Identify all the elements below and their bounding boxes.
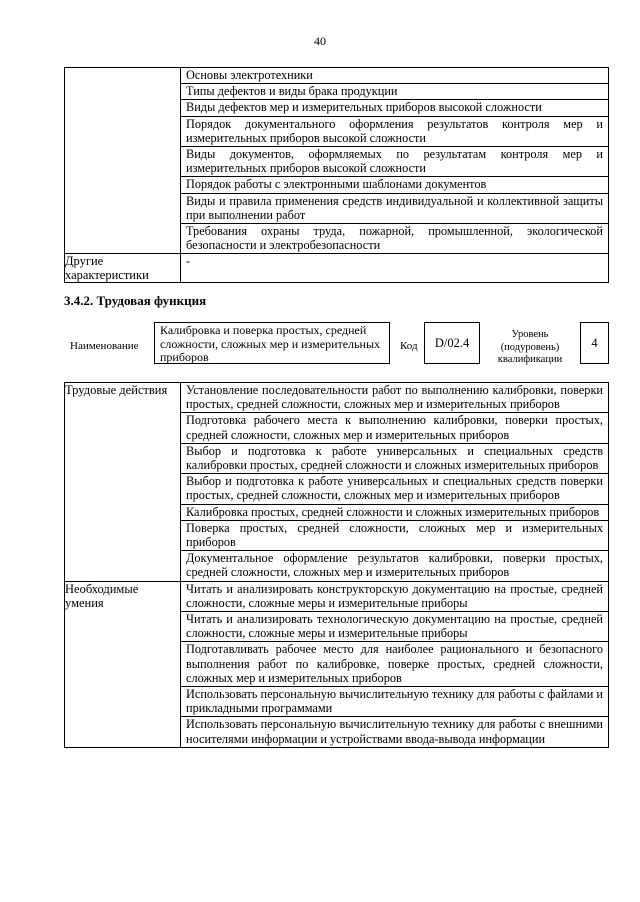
list-item: Документальное оформление результатов калибровки, поверки простых, средней сложности, сложных мер и измерительных приборов — [186, 551, 603, 580]
list-item: Типы дефектов и виды брака продукции — [181, 84, 608, 100]
function-header — [64, 322, 609, 374]
list-item: Виды и правила применения средств индивидуальной и коллективной защиты при выполнении работ — [181, 194, 608, 224]
list-item: Подготавливать рабочее место для наиболее рационального и безопасного выполнения работ по калибровке, поверке простых, средней сложности, сложных мер и измерительных приборов — [181, 642, 608, 687]
table-row — [65, 254, 609, 283]
skills-list — [181, 581, 609, 747]
list-item: Требования охраны труда, пожарной, промышленной, экологической безопасности и электробезопасности — [186, 224, 603, 253]
list-item: Читать и анализировать конструкторскую документацию на простые, средней сложности, сложные меры и измерительные приборы — [181, 582, 608, 612]
list-item: Основы электротехники — [181, 68, 608, 84]
page-number: 40 — [314, 34, 326, 48]
knowledge-list — [181, 68, 609, 254]
list-item: Виды документов, оформляемых по результатам контроля мер и измерительных приборов высокой сложности — [181, 147, 608, 177]
actions-list — [181, 383, 609, 582]
list-item: Виды дефектов мер и измерительных приборов высокой сложности — [181, 100, 608, 116]
list-item: Подготовка рабочего места к выполнению калибровки, поверки простых, средней сложности, сложных мер и измерительных приборов — [181, 413, 608, 443]
table-row — [65, 383, 609, 582]
list-item: Использовать персональную вычислительную технику для работы с файлами и прикладными программами — [181, 687, 608, 717]
section-heading: 3.4.2. Трудовая функция — [64, 293, 207, 308]
code-label: Код — [400, 340, 418, 352]
level-label: Уровень (подуровень) квалификации — [497, 329, 563, 365]
actions-label: Трудовые действия — [65, 383, 181, 582]
other-characteristics-value: - — [181, 254, 609, 283]
list-item: Выбор и подготовка к работе универсальных и специальных средств калибровки простых, средней сложности и сложных измерительных приборов — [181, 444, 608, 474]
name-value: Калибровка и поверка простых, средней сложности, сложных мер и измерительных приборов — [154, 322, 390, 364]
list-item: Читать и анализировать технологическую документацию на простые, средней сложности, сложные меры и измерительные приборы — [181, 612, 608, 642]
function-table — [64, 382, 609, 748]
list-item: Порядок работы с электронными шаблонами документов — [181, 177, 608, 193]
list-item: Калибровка простых, средней сложности и сложных измерительных приборов — [181, 505, 608, 521]
list-item: Поверка простых, средней сложности, сложных мер и измерительных приборов — [181, 521, 608, 551]
skills-label: Необходимые умения — [65, 581, 181, 747]
knowledge-table — [64, 67, 609, 283]
name-label: Наименование — [70, 340, 139, 352]
list-item: Использовать персональную вычислительную технику для работы с внешними носителями информации и устройствами ввода-вывода информации — [186, 717, 603, 746]
table-row — [65, 68, 609, 254]
other-characteristics-label: Другие характеристики — [65, 254, 181, 283]
list-item: Порядок документального оформления результатов контроля мер и измерительных приборов высокой сложности — [181, 117, 608, 147]
level-value: 4 — [580, 322, 609, 364]
table-row — [65, 581, 609, 747]
empty-label-cell — [65, 68, 181, 254]
list-item: Выбор и подготовка к работе универсальных и специальных средств поверки простых, средней сложности, сложных мер и измерительных приборов — [181, 474, 608, 504]
code-value: D/02.4 — [424, 322, 480, 364]
list-item: Установление последовательности работ по выполнению калибровки, поверки простых, средней сложности, сложных мер и измерительных приборов — [181, 383, 608, 413]
